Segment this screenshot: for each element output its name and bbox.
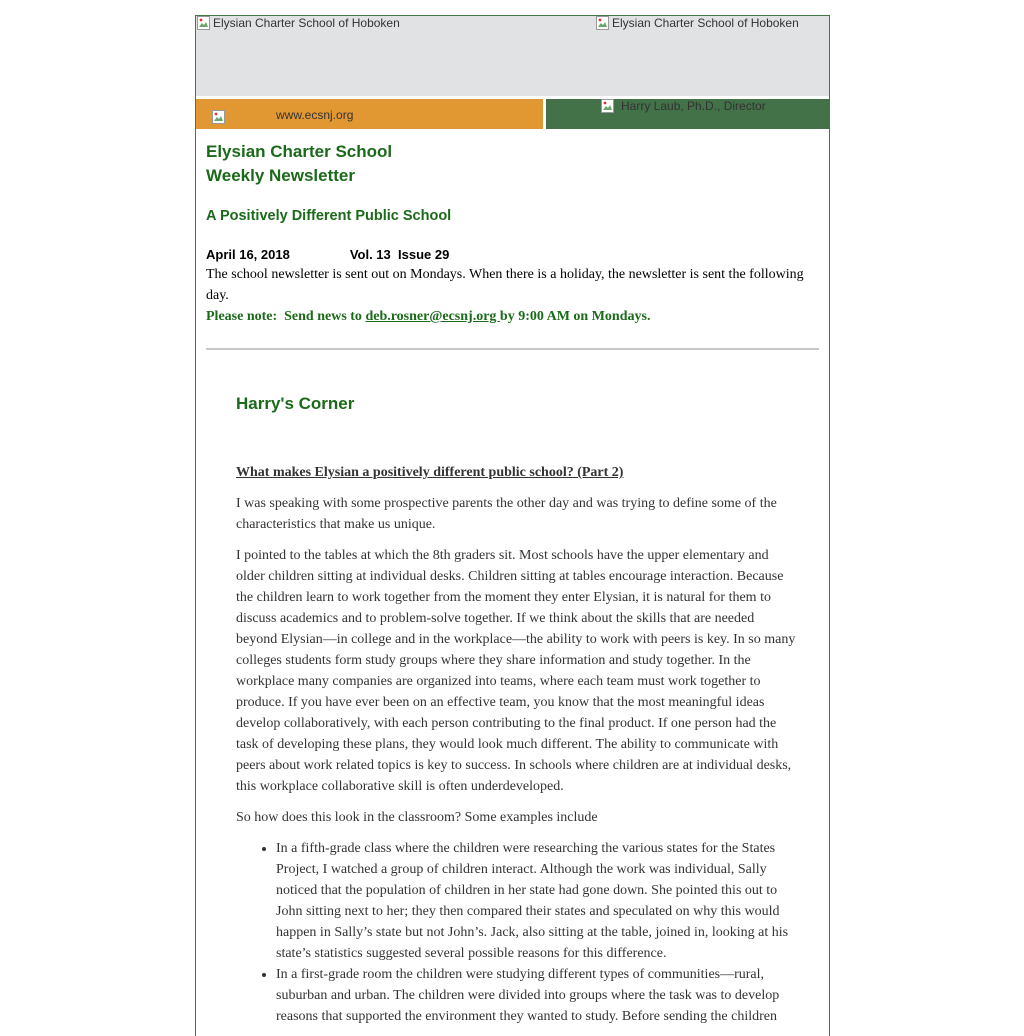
school-logo-left [197,16,400,30]
director-image-alt: Harry Laub, Ph.D., Director [621,99,766,113]
newsletter-header-content [206,140,819,350]
note-suffix: by 9:00 AM on Mondays. [499,309,651,324]
broken-image-icon [596,16,610,30]
newsletter-frame [195,15,830,1036]
note-prefix: Please note: Send news to [206,309,366,324]
newsletter-tagline: A Positively Different Public School [206,208,452,224]
list-item: • In a fifth-grade class where the children were researching the various states for the States Project, I watched a group of children interact. Although the work was individual, Sally noticed that the population of children in her state had gone down. She pointed this out to John sitting next to her; they then compared their states and speculated on why this would happen in Sally’s state but not John’s. Jack, also sitting at the table, joined in, looking at his state’s statistics suggested several possible reasons for this difference. [276,838,796,964]
school-logo-right [596,16,799,30]
broken-image-icon [197,16,211,30]
section-divider [206,348,819,350]
article-paragraph: I pointed to the tables at which the 8th graders sit. Most schools have the upper elementary and older children sitting at individual desks. Children sitting at tables encourage interaction. Because the children learn to work together from the moment they enter Elysian, it is natural for them to discuss academics and to problem-solve together. If we think about the skills that are needed beyond Elysian—in college and in the workplace—the ability to work with peers is key. In so many colleges students form study groups where they share information and study together. In the workplace many companies are organized into teams, where each team must work together to produce. If you have ever been on an effective team, you know that the most meaningful ideas develop collaboratively, with each person contributing to the final product. If one person had the task of developing these plans, they would look much different. The ability to communicate with peers about work related topics is key to success. In schools where children are at individual desks, this workplace collaborative skill is often underdeveloped. [236,548,796,794]
header-banner [196,16,829,96]
director-image [601,99,766,113]
section-title: Harry's Corner [236,394,355,413]
issue-dateline [206,246,819,264]
website-bar[interactable] [196,99,543,129]
school-logo-right-alt: Elysian Charter School of Hoboken [612,16,799,30]
newsletter-intro: The school newsletter is sent out on Mondays. When there is a holiday, the newsletter is sent the following day. [206,267,804,303]
website-link[interactable]: www.ecsnj.org [276,108,354,122]
school-logo-left-alt: Elysian Charter School of Hoboken [213,16,400,30]
newsletter-title-line1: Elysian Charter School [206,142,393,161]
list-item: • In a first-grade room the children were studying different types of communities—rural, suburban and urban. The children were divided into groups where the task was to develop reasons that supported the environment they wanted to study. Before sending the children [276,964,796,1027]
submission-note [206,306,819,327]
article-paragraph: So how does this look in the classroom? Some examples include [236,810,598,825]
director-bar [546,99,829,129]
header-bars [196,99,829,129]
article-heading: What makes Elysian a positively different public school? (Part 2) [236,465,624,480]
harrys-corner-article [236,394,796,1027]
newsletter-title-line2: Weekly Newsletter [206,166,355,185]
article-paragraph: I was speaking with some prospective parents the other day and was trying to define some of the characteristics that make us unique. [236,496,777,532]
issue-volume: Vol. 13 Issue 29 [349,247,450,262]
broken-image-icon [601,99,615,113]
issue-date: April 16, 2018 [206,247,290,262]
broken-image-icon [212,110,226,124]
examples-list [236,838,796,1027]
email-link[interactable]: deb.rosner@ecsnj.org [365,309,500,324]
